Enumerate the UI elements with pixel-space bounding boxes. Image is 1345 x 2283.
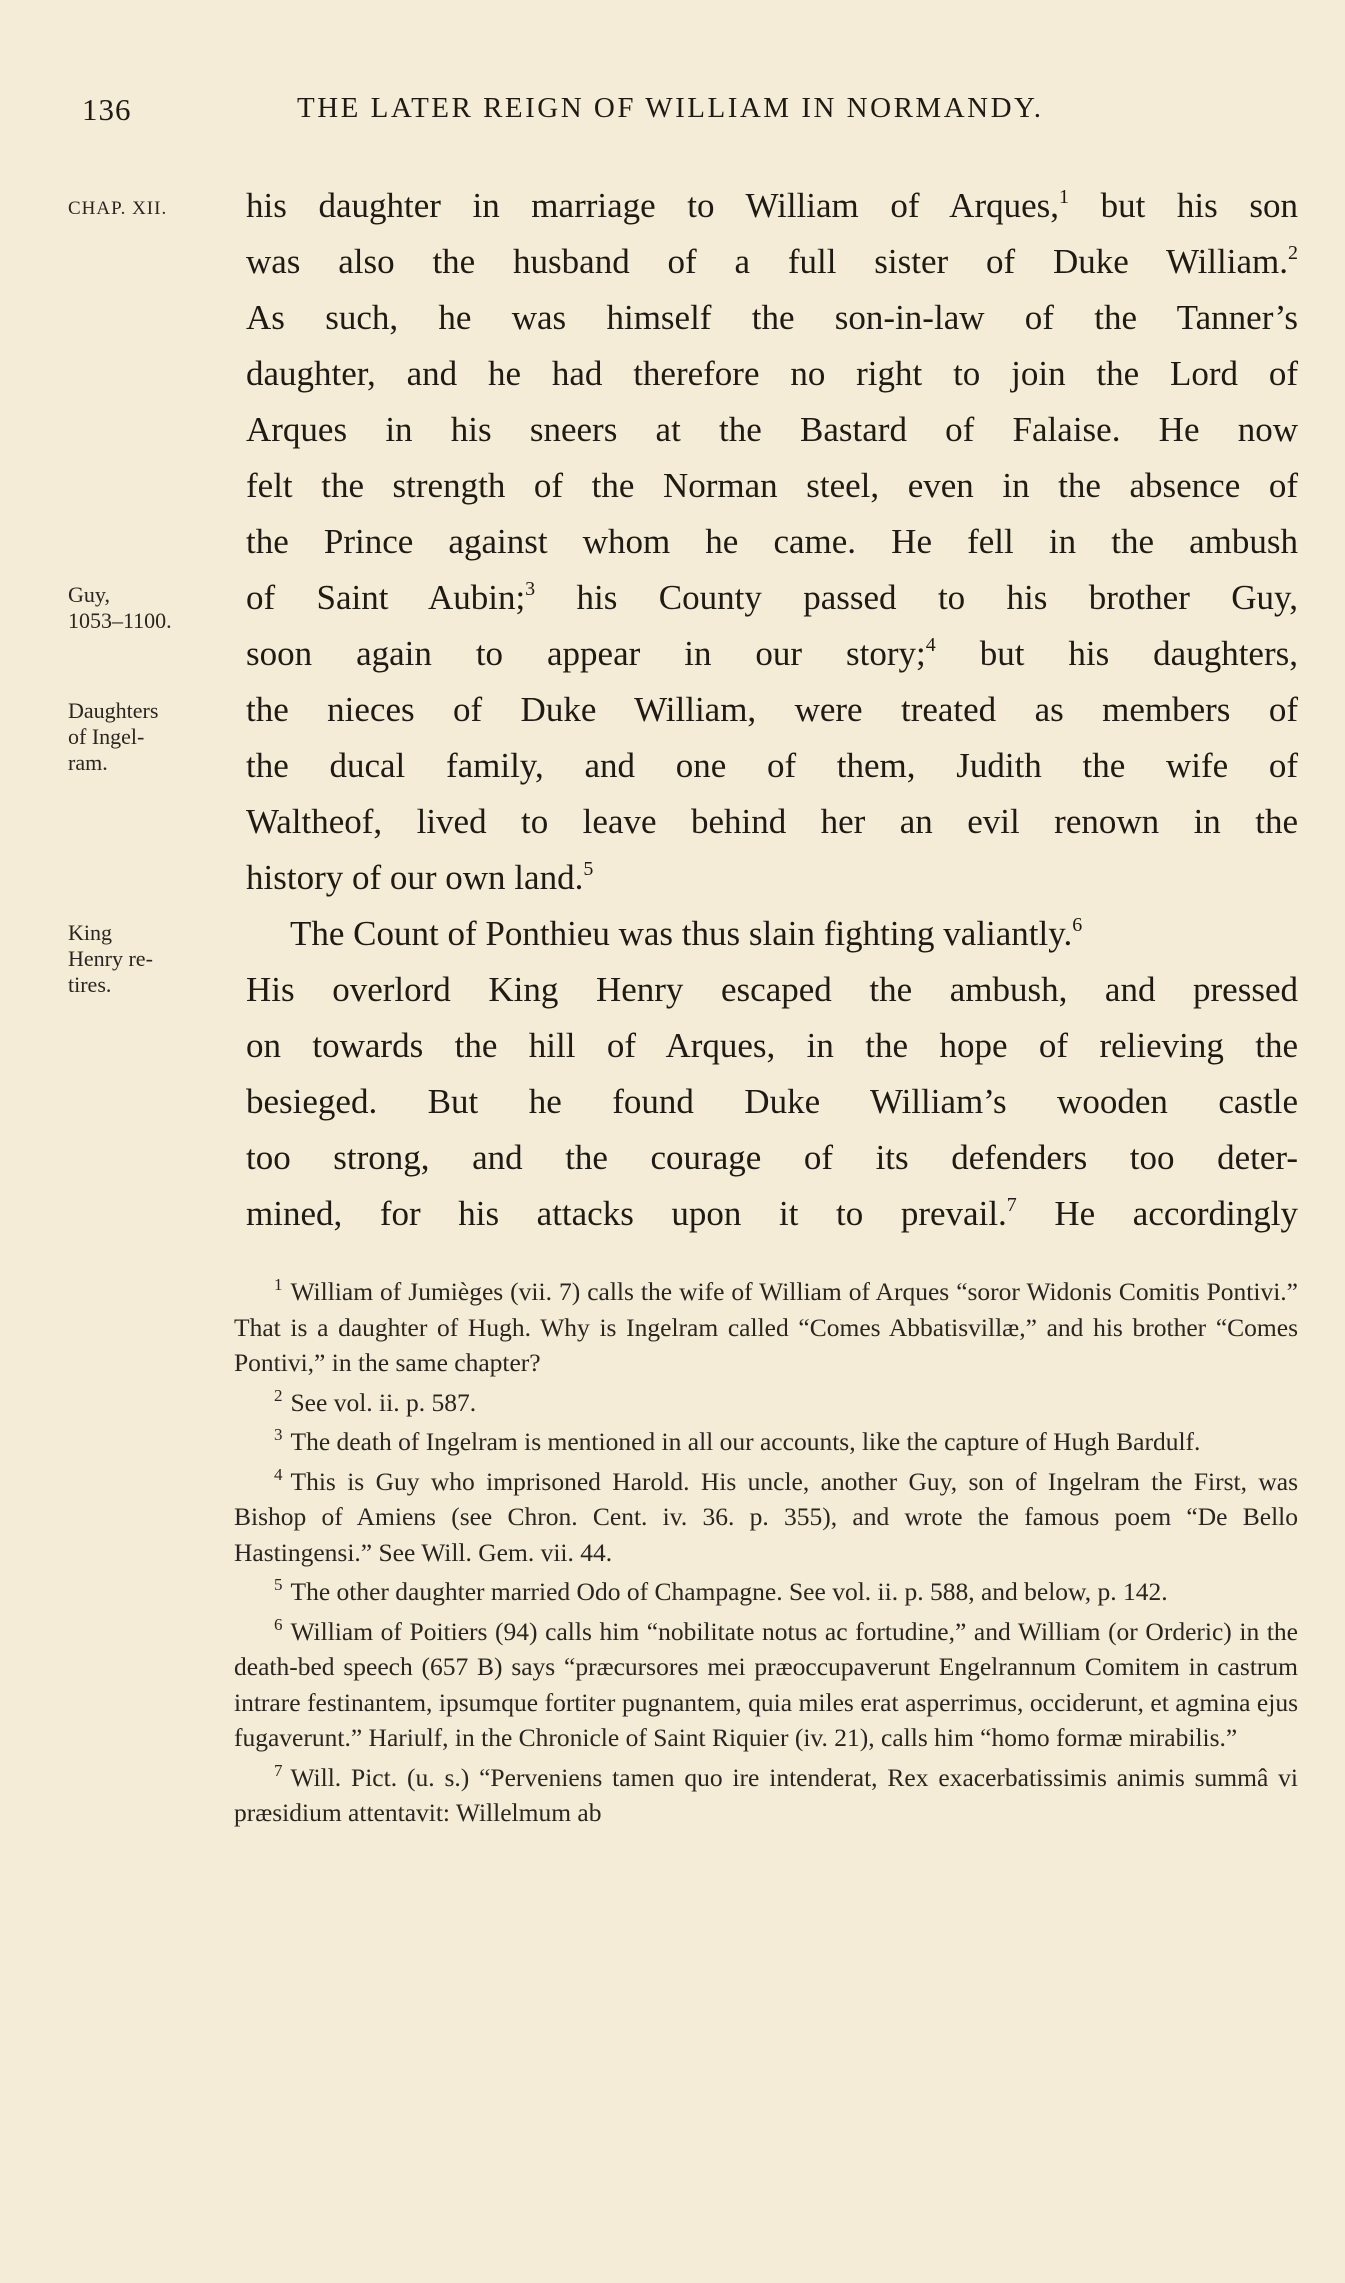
sidenote-line: tires. — [68, 972, 112, 997]
text-line: As such, he was himself the son-in-law of the Tanner’s — [246, 298, 1298, 337]
footnotes — [234, 1274, 1298, 1835]
text-line: The Count of Ponthieu was thus slain fighting valiantly.$^6$ — [290, 914, 1083, 953]
text-line: the Prince against whom he came. He fell in the ambush — [246, 522, 1298, 561]
page-header — [82, 92, 1285, 136]
text-line: Waltheof, lived to leave behind her an evil renown in the — [246, 802, 1298, 841]
footnote: $^1$ William of Jumièges (vii. 7) calls the wife of William of Arques “soror Widonis Comitis Pontivi.” That is a daughter of Hugh. Why is Ingelram called “Comes Abbatisvillæ,” and his brother “Comes Pontivi,” in the same chapter? — [234, 1275, 1298, 1377]
main-text — [246, 178, 1298, 1242]
text-line: soon again to appear in our story;$^4$ but his daughters, — [246, 634, 1298, 673]
text-line: besieged. But he found Duke William’s wooden castle — [246, 1082, 1298, 1121]
running-title: THE LATER REIGN OF WILLIAM IN NORMANDY. — [297, 92, 1044, 124]
text-line: history of our own land.$^5$ — [246, 858, 594, 897]
chapter-marker: CHAP. XII. — [68, 198, 168, 219]
text-line: Arques in his sneers at the Bastard of Falaise. He now — [246, 410, 1298, 449]
text-line: daughter, and he had therefore no right to join the Lord of — [246, 354, 1298, 393]
footnote: $^7$ Will. Pict. (u. s.) “Perveniens tamen quo ire intenderat, Rex exacerbatissimis animis summâ vi præsidium attentavit: Willelmum ab — [234, 1760, 1298, 1827]
sidenote-king-henry — [68, 920, 153, 998]
footnote: $^2$ See vol. ii. p. 587. — [274, 1385, 477, 1417]
text-line: His overlord King Henry escaped the ambush, and pressed — [246, 970, 1298, 1009]
text-line: was also the husband of a full sister of Duke William.$^2$ — [246, 242, 1298, 281]
text-line: the ducal family, and one of them, Judith the wife of — [246, 746, 1298, 785]
text-line: felt the strength of the Norman steel, even in the absence of — [246, 466, 1298, 505]
text-line: too strong, and the courage of its defenders too deter- — [246, 1138, 1298, 1177]
sidenote-daughters — [68, 698, 158, 776]
footnote: $^6$ William of Poitiers (94) calls him “nobilitate notus ac fortudine,” and William (or Orderic) in the death-bed speech (657 B) says “præcursores mei præoccupaverunt Engelrannum Comitem in castrum intrare festinantem, ipsumque fortiter pugnantem, quia miles erat asperrimus, occiderunt, et agmina ejus fugaverunt.” Hariulf, in the Chronicle of Saint Riquier (iv. 21), calls him “homo formæ mirabilis.” — [234, 1614, 1298, 1752]
text-line: his daughter in marriage to William of Arques,$^1$ but his son — [246, 186, 1298, 225]
sidenote-line: ram. — [68, 750, 108, 775]
footnote: $^3$ The death of Ingelram is mentioned in all our accounts, like the capture of Hugh Bardulf. — [274, 1425, 1201, 1456]
sidenote-line: King — [68, 920, 112, 945]
text-line: the nieces of Duke William, were treated as members of — [246, 690, 1298, 729]
sidenote-line: of Ingel- — [68, 724, 145, 749]
footnote: $^5$ The other daughter married Odo of Champagne. See vol. ii. p. 588, and below, p. 142. — [274, 1575, 1168, 1606]
text-line: mined, for his attacks upon it to prevail.$^7$ He accordingly — [246, 1194, 1298, 1233]
text-line: on towards the hill of Arques, in the hope of relieving the — [246, 1026, 1298, 1065]
sidenote-guy — [68, 582, 172, 634]
sidenote-line: Henry re- — [68, 946, 153, 971]
sidenote-line: 1053–1100. — [68, 608, 172, 633]
text-line: of Saint Aubin;$^3$ his County passed to his brother Guy, — [246, 578, 1298, 617]
sidenote-line: Daughters — [68, 698, 159, 723]
sidenote-line: Guy, — [68, 582, 110, 607]
footnote: $^4$ This is Guy who imprisoned Harold. His uncle, another Guy, son of Ingelram the First, was Bishop of Amiens (see Chron. Cent. iv. 36. p. 355), and wrote the famous poem “De Bello Hastingensi.” See Will. Gem. vii. 44. — [234, 1464, 1298, 1567]
page-number: 136 — [82, 92, 132, 127]
